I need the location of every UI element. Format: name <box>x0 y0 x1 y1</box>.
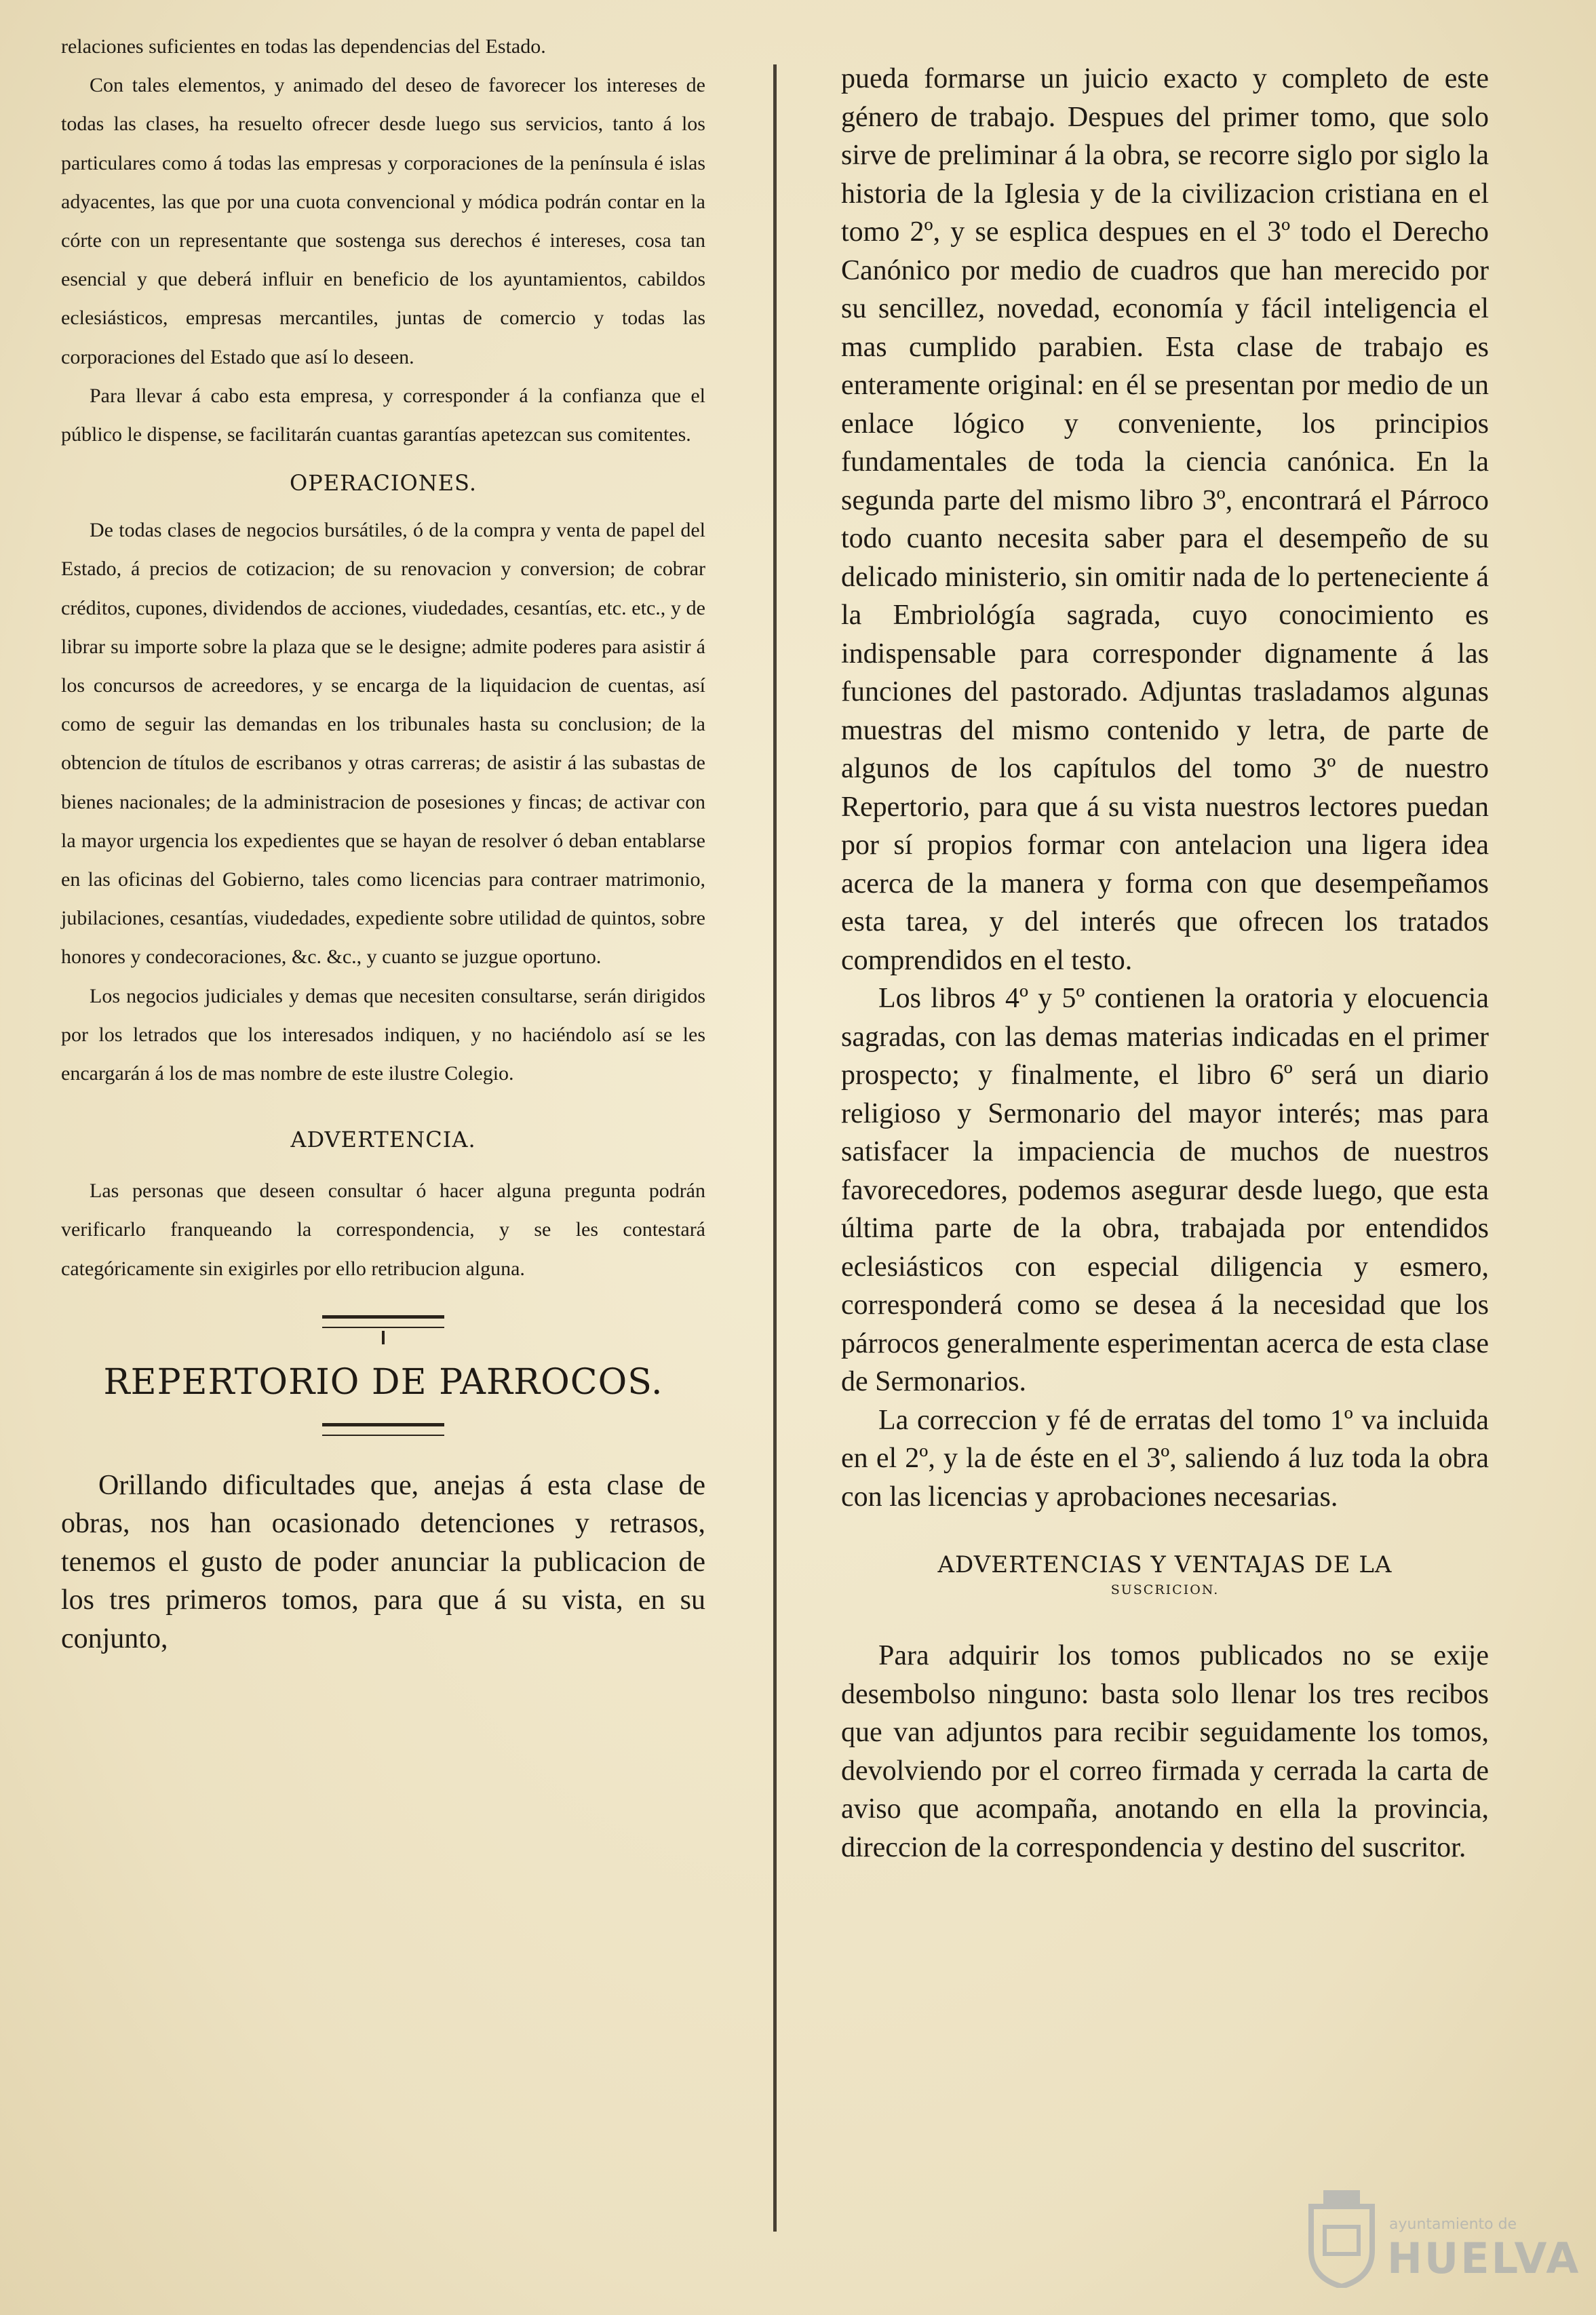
repertorio-paragraph: Orillando dificultades que, anejas á esta clase de obras, nos han ocasionado detenciones y retrasos, tenemos el gusto de poder anunciar la publicacion de los tres primeros tomos, para que á su vista, en su conjunto, <box>61 1469 705 1654</box>
ventajas-subheading: SUSCRICION. <box>1110 1582 1220 1597</box>
ventajas-heading: ADVERTENCIAS Y VENTAJAS DE LA <box>937 1551 1393 1578</box>
coat-of-arms-icon <box>1304 2186 1379 2288</box>
advertencia-heading: ADVERTENCIA. <box>290 1127 476 1153</box>
operaciones-heading: OPERACIONES. <box>290 470 477 497</box>
ornament-rule <box>322 1315 444 1328</box>
watermark-small-label: ayuntamiento de <box>1389 2216 1517 2233</box>
body-paragraph: pueda formarse un juicio exacto y completo de este género de trabajo. Despues del primer tomo, que solo sirve de preliminar á la obra, se recorre siglo por siglo la historia de la Iglesia y de la civilizacion cristiana en el tomo 2º, y se esplica despues en el 3º todo el Derecho Canónico por medio de cuadros que han merecido por su sencillez, novedad, economía y fácil inteligencia el mas cumplido parabien. Esta clase de trabajo es enteramente original: en él se presentan por medio de un enlace lógico y conveniente, los principios fundamentales de toda la ciencia canónica. En la segunda parte del mismo libro 3º, encontrará el Párroco todo cuanto necesita saber para el desempeño de su delicado ministerio, sin omitir nada de lo perteneciente á la Embriológía sagrada, cuyo conocimiento es indispensable para corresponder dignamente á las funciones del pastorado. Adjuntas trasladamos algunas muestras del mismo contenido y letra, de parte de algunos de los capítulos del tomo 3º de nuestro Repertorio, para que á su vista nuestros lectores puedan por sí propios formar con antelacion una ligera idea acerca de la manera y forma con que desempeñamos esta tarea, y del interés que ofrecen los tratados comprendidos en el testo. <box>841 63 1489 976</box>
operaciones-paragraph: Los negocios judiciales y demas que necesiten consultarse, serán dirigidos por los letrados que los interesados indiquen, y no haciéndolo así se les encargarán á los de mas nombre de este ilustre Colegio. <box>61 984 705 1085</box>
ornament-rule <box>322 1423 444 1436</box>
ventajas-paragraph: Para adquirir los tomos publicados no se exije desembolso ninguno: basta solo llenar los tres recibos que van adjuntos para recibir seguidamente los tomos, devolviendo por el correo firmada y cerrada la carta de aviso que acompaña, anotando en ella la provincia, direccion de la correspondencia y destino del suscritor. <box>841 1640 1489 1863</box>
archive-watermark <box>1304 2186 1581 2288</box>
right-column <box>841 60 1489 1867</box>
repertorio-title: REPERTORIO DE PARROCOS. <box>103 1361 663 1403</box>
ornament-tick <box>382 1331 385 1344</box>
advertencia-paragraph: Las personas que deseen consultar ó hacer alguna pregunta podrán verificarlo franqueando la correspondencia, y se les contestará categóricamente sin exigirles por ello retribucion alguna. <box>61 1180 705 1280</box>
intro-paragraph: relaciones suficientes en todas las dependencias del Estado. <box>61 35 546 58</box>
body-paragraph: Los libros 4º y 5º contienen la oratoria y elocuencia sagradas, con las demas materias indicadas en el primer prospecto; y finalmente, el libro 6º será un diario religioso y Sermonario del mayor interés; mas para satisfacer la impaciencia de muchos de nuestros favorecedores, podemos asegurar desde luego, que esta última parte de la obra, trabajada por entendidos eclesiásticos con especial diligencia y esmero, corresponderá como se desea á la necesidad que los párrocos generalmente esperimentan acerca de esta clase de Sermonarios. <box>841 983 1489 1397</box>
left-column <box>61 27 705 1658</box>
intro-paragraph: Para llevar á cabo esta empresa, y corresponder á la confianza que el público le dispense, se facilitarán cuantas garantías apetezcan sus comitentes. <box>61 384 705 446</box>
body-paragraph: La correccion y fé de erratas del tomo 1º va incluida en el 2º, y la de éste en el 3º, saliendo á luz toda la obra con las licencias y aprobaciones necesarias. <box>841 1404 1489 1513</box>
watermark-big-label: HUELVA <box>1387 2234 1581 2283</box>
column-divider <box>773 64 777 2232</box>
operaciones-paragraph: De todas clases de negocios bursátiles, ó de la compra y venta de papel del Estado, á precios de cotizacion; de su renovacion y conversion; de cobrar créditos, cupones, dividendos de acciones, viudedades, cesantías, etc. etc., y de librar su importe sobre la plaza que se le designe; admite poderes para asistir á los concursos de acreedores, y se encarga de la liquidacion de cuentas, así como de seguir las demandas en los tribunales hasta su conclusion; de la obtencion de títulos de escribanos y otras carreras; de asistir á las subastas de bienes nacionales; de la administracion de posesiones y fincas; de activar con la mayor urgencia los expedientes que se hayan de resolver ó deban entablarse en las oficinas del Gobierno, tales como licencias para contraer matrimonio, jubilaciones, cesantías, viudedades, expediente sobre utilidad de quintos, sobre honores y condecoraciones, &c. &c., y cuanto se juzgue oportuno. <box>61 519 705 969</box>
intro-paragraph: Con tales elementos, y animado del deseo de favorecer los intereses de todas las clases, ha resuelto ofrecer desde luego sus servicios, tanto á los particulares como á todas las empresas y corporaciones de la península é islas adyacentes, las que por una cuota convencional y módica podrán contar en la córte con un representante que sostenga sus derechos é intereses, cosa tan esencial y que deberá influir en beneficio de los ayuntamientos, cabildos eclesiásticos, empresas mercantiles, juntas de comercio y todas las corporaciones del Estado que así lo deseen. <box>61 74 705 368</box>
